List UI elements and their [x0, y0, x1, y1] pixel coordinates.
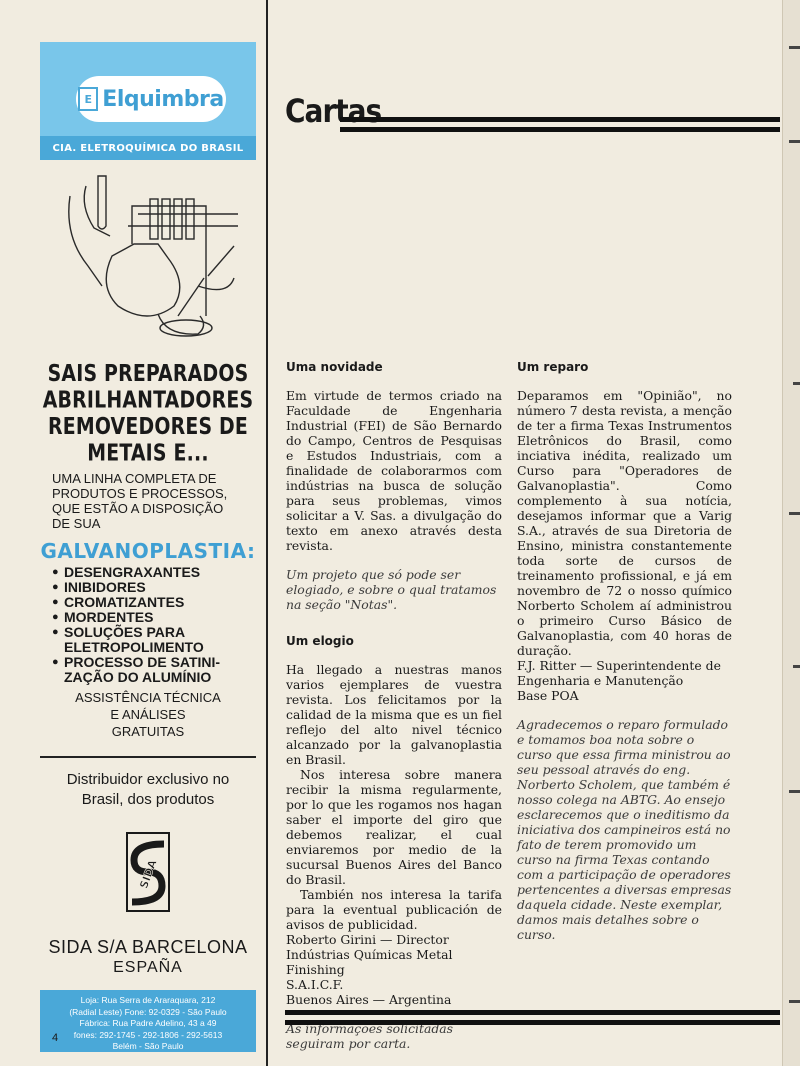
ad-headline [40, 360, 256, 466]
page-number: 4 [52, 1032, 59, 1044]
editor-reply: Agradecemos o reparo formulado e tomamos boa nota sobre o curso que essa firma ministrou ao seu pessoal através do eng. Norberto Scholem, que também é nosso colega na ABTG. Ao ensejo esclarecemos que o ineditismo da iniciativa dos campineiros está no fato de terem promovido um curso na firma Texas contando com a participação de operadores pertencentes a diversas empresas daquela cidade. Neste exemplar, damos mais detalhes sobre o curso. [517, 717, 732, 942]
brand-name: Elquimbra [102, 86, 224, 112]
letter-signature-line: Engenharia e Manutenção [517, 673, 684, 688]
letter-signature-line: Buenos Aires — Argentina [286, 992, 452, 1007]
company-name: CIA. ELETROQUÍMICA DO BRASIL [40, 136, 256, 160]
letter-signature-line: Base POA [517, 688, 579, 703]
intro-line: QUE ESTÃO A DISPOSIÇÃO [52, 501, 224, 516]
elquimbra-logo [76, 76, 226, 122]
product-item: ● PROCESSO DE SATINI-ZAÇÃO DO ALUMÍNIO [52, 655, 256, 685]
title-rule [340, 117, 780, 132]
letter-signature-line: Indústrias Químicas Metal Finishing [286, 947, 453, 977]
advertisement [40, 42, 256, 1052]
product-item: ● CROMATIZANTES [52, 595, 256, 610]
letter-heading: Um elogio [286, 634, 354, 648]
product-item: ● DESENGRAXANTES [52, 565, 256, 580]
brand-mark-icon: E [78, 87, 98, 111]
sida-logo-icon [124, 830, 172, 914]
letter-body: Ha llegado a nuestras manos varios ejemplares de vuestra revista. Los felicitamos por la calidad de la misma que es un fiel reflejo del alto nivel técnico alcanzado por la galvanoplastia en Brasil. [286, 662, 502, 767]
assist-line: GRATUITAS [111, 724, 185, 739]
product-list [40, 565, 256, 685]
intro-line: UMA LINHA COMPLETA DE [52, 471, 217, 486]
galvanoplastia-heading: GALVANOPLASTIA: [40, 539, 256, 563]
headline-line: SAIS PREPARADOS [47, 360, 249, 387]
lab-glassware-illustration [58, 166, 238, 361]
editor-reply: As informações solicitadas seguiram por carta. [286, 1021, 454, 1051]
distributor-line: Brasil, dos produtos [81, 791, 215, 808]
page-edge [782, 0, 800, 1066]
address-line: Belém - São Paulo [112, 1041, 184, 1051]
ad-divider [40, 756, 256, 758]
sida-country: ESPAÑA [113, 959, 183, 976]
letter-signature-line: F.J. Ritter — Superintendente de [517, 658, 721, 673]
sida-company: SIDA S/A BARCELONA [48, 937, 248, 957]
letter-signature-line: Roberto Girini — Director [286, 932, 449, 947]
section-title: Cartas [285, 92, 382, 130]
letter-body: Nos interesa sobre manera recibir la misma regularmente, por lo que les rogamos nos hagan saber el importe del giro que debemos realizar, el cual enviaremos por medio de la sucursal Buenos Aires del Banco do Brasil. [286, 767, 502, 887]
editor-reply: Um projeto que só pode ser elogiado, e sobre o qual tratamos na seção "Notas". [286, 567, 497, 612]
distributor-line: Distribuidor exclusivo no [66, 771, 230, 788]
ad-banner [40, 42, 256, 160]
address-line: fones: 292-1745 - 292-1806 - 292-5613 [73, 1029, 223, 1040]
address-line: (Radial Leste) Fone: 92-0329 - São Paulo [69, 1006, 227, 1017]
intro-line: PRODUTOS E PROCESSOS, [52, 486, 228, 501]
letter-body: Deparamos em "Opinião", no número 7 desta revista, a menção de ter a firma Texas Instrumentos Eletrônicos do Brasil, como inciativa inédita, realizado um Curso para "Operadores de Galvanoplastia". Como complemento à sua notícia, desejamos informar que a Varig S.A., através de sua Diretoria de Ensino, ministra constantemente toda sorte de cursos de treinamento profissional, e já em novembro de 72 o nosso químico Norberto Scholem aí administrou o primeiro Curso Básico de Galvanoplastia, com 40 horas de duração. [517, 388, 732, 658]
letter-signature-line: S.A.I.C.F. [286, 977, 344, 992]
product-item: ● SOLUÇÕES PARA ELETROPOLIMENTO [52, 625, 256, 655]
assist-line: ASSISTÊNCIA TÉCNICA [75, 690, 221, 705]
sida-mark: SIDA [137, 858, 160, 891]
bottom-rule [285, 1010, 780, 1025]
address-box [40, 990, 256, 1052]
headline-line: METAIS E... [87, 439, 209, 466]
letter-heading: Uma novidade [286, 360, 383, 374]
product-item: ● MORDENTES [52, 610, 256, 625]
address-line: Loja: Rua Serra de Araraquara, 212 [80, 995, 216, 1005]
headline-line: ABRILHANTADORES [42, 386, 254, 413]
product-item: ● INIBIDORES [52, 580, 256, 595]
technical-assistance [40, 689, 256, 740]
intro-line: DE SUA [52, 516, 101, 531]
letter-heading: Um reparo [517, 360, 589, 374]
distributor-text [40, 770, 256, 810]
address-line: Fábrica: Rua Padre Adelino, 43 a 49 [79, 1018, 217, 1028]
headline-line: REMOVEDORES DE [47, 413, 249, 440]
letter-body: También nos interesa la tarifa para la eventual publicación de avisos de publicidad. [286, 887, 502, 932]
letter-body: Em virtude de termos criado na Faculdade de Engenharia Industrial (FEI) de São Bernardo do Campo, Centros de Pesquisas e Estudos Industriais, com a finalidade de colaborarmos com indústrias na busca de solução para seus problemas, vimos solicitar a V. Sas. a divulgação do texto em anexo através desta revista. [286, 388, 502, 553]
ad-intro [40, 471, 256, 531]
letters-column-right [517, 360, 732, 942]
column-divider [266, 0, 268, 1066]
assist-line: E ANÁLISES [110, 707, 186, 722]
letters-column-left [286, 360, 502, 1051]
